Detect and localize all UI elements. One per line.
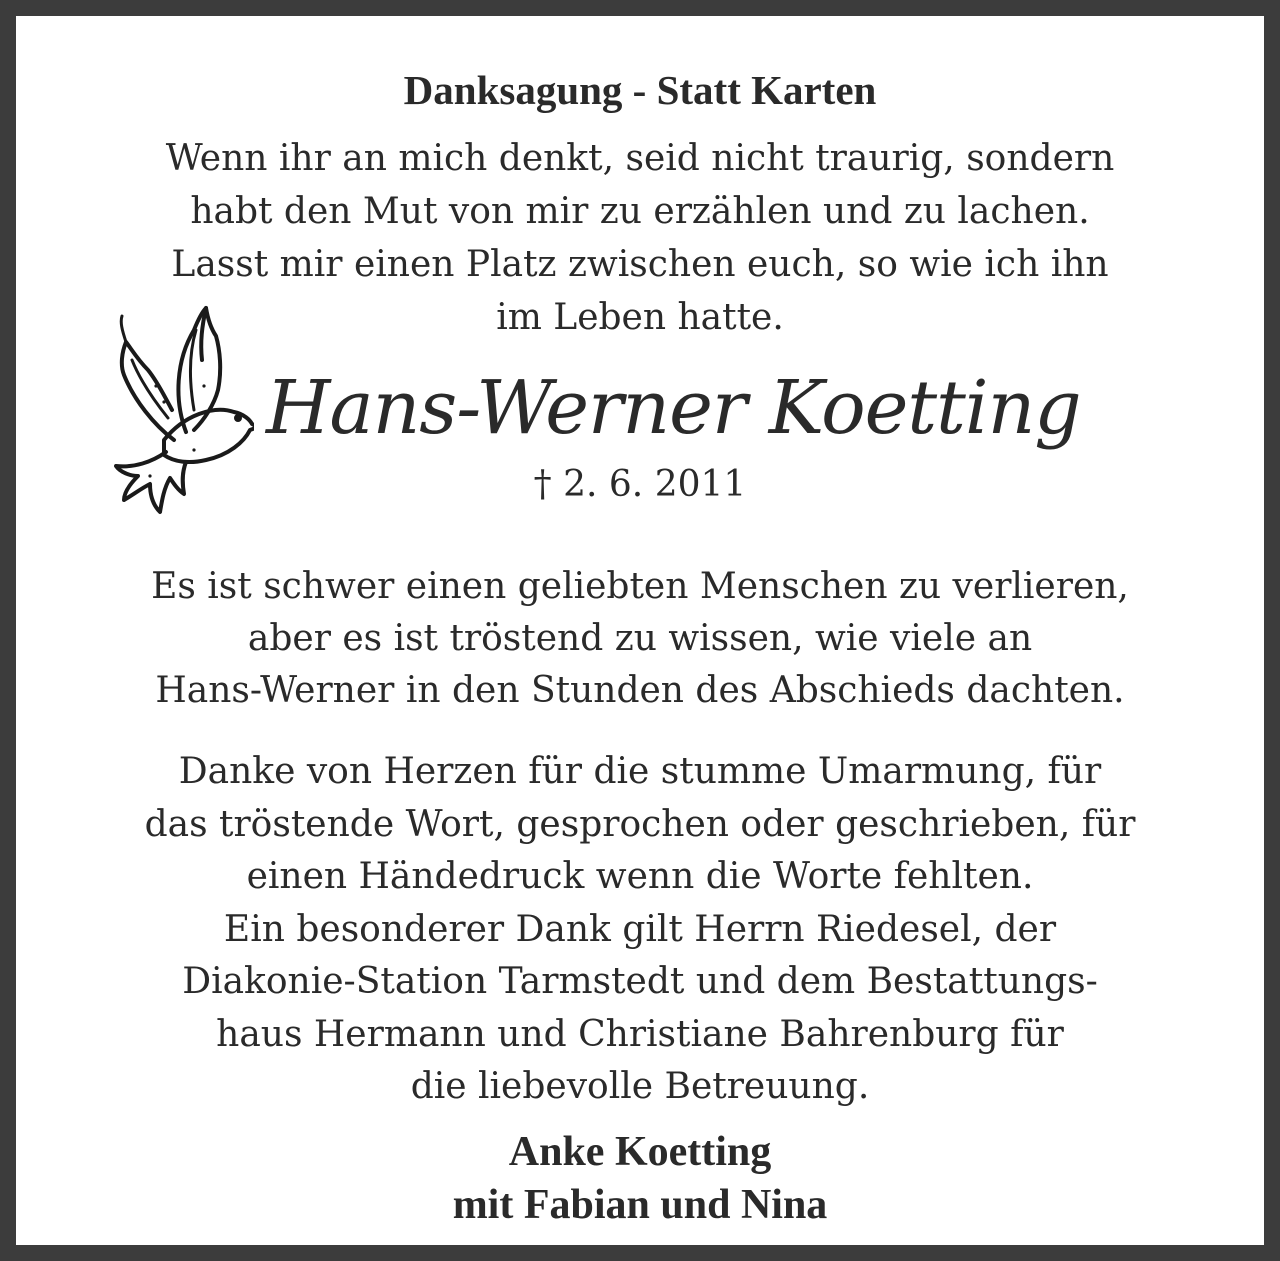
paragraph-line: aber es ist tröstend zu wissen, wie viele an (247, 618, 1033, 659)
paragraph-line: einen Händedruck wenn die Worte fehlten. (246, 856, 1034, 897)
paragraph-line: das tröstende Wort, gesprochen oder geschrieben, für (144, 803, 1136, 845)
signature-line: Anke Koetting (508, 1129, 772, 1175)
paragraph-line: die liebevolle Betreuung. (410, 1066, 870, 1107)
thanks-paragraph-1 (16, 561, 1264, 717)
verse-line: Wenn ihr an mich denkt, seid nicht traurig, sondern (165, 138, 1115, 179)
signature (16, 1126, 1264, 1232)
paragraph-line: Diakonie-Station Tarmstedt und dem Bestattungs- (182, 961, 1098, 1002)
paragraph-line: Hans-Werner in den Stunden des Abschieds dachten. (155, 670, 1125, 711)
notice-heading: Danksagung - Statt Karten (403, 67, 877, 113)
paragraph-line: Danke von Herzen für die stumme Umarmung, für (178, 751, 1102, 792)
verse-line: habt den Mut von mir zu erzählen und zu lachen. (190, 191, 1090, 232)
death-date: † 2. 6. 2011 (533, 464, 747, 505)
paragraph-line: Ein besonderer Dank gilt Herrn Riedesel, der (223, 908, 1057, 950)
signature-line: mit Fabian und Nina (452, 1182, 828, 1228)
deceased-name: Hans-Werner Koetting (266, 365, 1081, 451)
verse-line: Lasst mir einen Platz zwischen euch, so wie ich ihn (171, 244, 1109, 285)
verse-line: im Leben hatte. (496, 297, 784, 338)
thanks-paragraph-2 (16, 746, 1264, 1114)
paragraph-line: Es ist schwer einen geliebten Menschen zu verlieren, (151, 566, 1129, 607)
paragraph-line: haus Hermann und Christiane Bahrenburg für (216, 1013, 1064, 1055)
